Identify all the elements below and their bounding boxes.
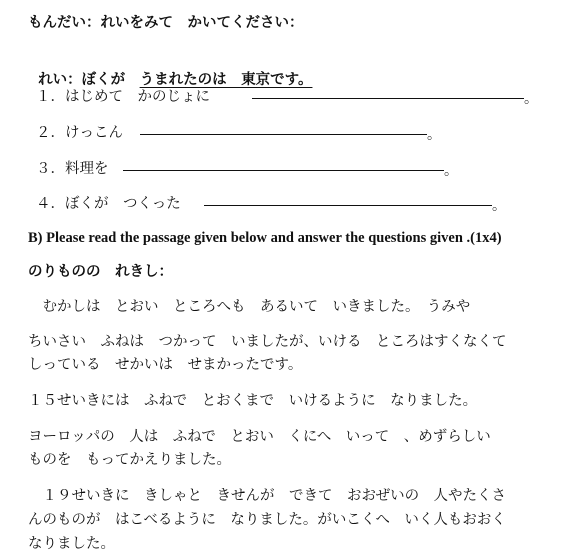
- section-b-heading: B) Please read the passage given below and answer the questions given .(1x4): [28, 230, 502, 246]
- passage-line-3: しっている せかいは せまかったです。: [28, 357, 303, 373]
- passage-line-8: んのものが はこべるように なりました。がいこくへ いく人もおおく: [28, 512, 506, 528]
- example-prefix: れい：ぼくが: [38, 72, 140, 88]
- passage-title: のりものの れきし：: [28, 264, 173, 280]
- answer-line-3: [123, 170, 444, 171]
- question-3-period: 。: [444, 163, 458, 179]
- question-2: ２．けっこん: [36, 125, 123, 141]
- question-3: ３．料理を: [36, 161, 109, 177]
- passage-line-7: １９せいきに きしゃと きせんが できて おおぜいの 人やたくさ: [28, 488, 507, 504]
- example-line: [28, 53, 312, 89]
- passage-line-2: ちいさい ふねは つかって いましたが、いける ところはすくなくて: [28, 334, 507, 350]
- question-1-period: 。: [524, 91, 538, 107]
- answer-line-1: [252, 98, 524, 99]
- question-4-period: 。: [492, 198, 506, 214]
- passage-line-4: １５せいきには ふねで とおくまで いけるように なりました。: [28, 393, 478, 409]
- answer-line-4: [204, 205, 492, 206]
- passage-line-6: ものを もってかえりました。: [28, 452, 231, 468]
- example-answer: うまれたのは 東京です。: [139, 72, 313, 88]
- question-4: ４．ぼくが つくった: [36, 196, 181, 212]
- passage-line-9: なりました。: [28, 536, 115, 552]
- question-2-period: 。: [427, 127, 441, 143]
- answer-line-2: [140, 134, 427, 135]
- instruction-heading: もんだい：れいをみて かいてください：: [28, 15, 304, 31]
- passage-line-1: むかしは とおい ところへも あるいて いきました。 うみや: [28, 299, 471, 315]
- passage-line-5: ヨーロッパの 人は ふねで とおい くにへ いって 、めずらしい: [28, 429, 491, 445]
- question-1: １．はじめて かのじょに: [36, 89, 210, 105]
